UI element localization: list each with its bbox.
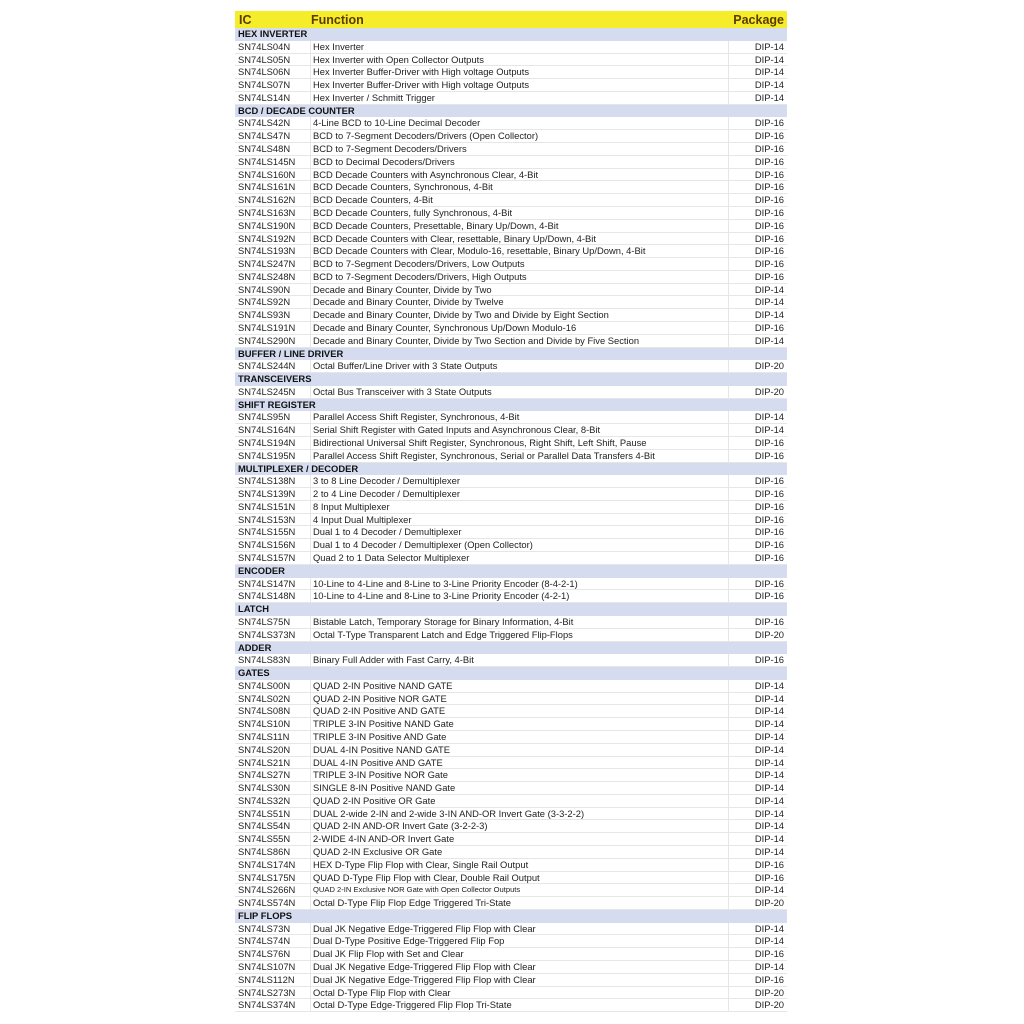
ic-package: DIP-14 bbox=[754, 411, 784, 423]
ic-package: DIP-14 bbox=[754, 91, 784, 103]
ic-function: BCD to 7-Segment Decoders/Drivers bbox=[311, 143, 729, 155]
table-row bbox=[235, 923, 787, 936]
ic-function: BCD Decade Counters with Clear, resettable, Binary Up/Down, 4-Bit bbox=[311, 233, 729, 245]
table-row bbox=[235, 552, 787, 565]
ic-part-number: SN74LS74N bbox=[235, 935, 311, 947]
table-row bbox=[235, 169, 787, 182]
ic-function: TRIPLE 3-IN Positive NAND Gate bbox=[311, 718, 729, 730]
ic-function: BCD to 7-Segment Decoders/Drivers (Open Collector) bbox=[311, 130, 729, 142]
ic-package: DIP-16 bbox=[754, 973, 784, 985]
ic-function: Dual JK Flip Flop with Set and Clear bbox=[311, 948, 729, 960]
ic-function: 2-WIDE 4-IN AND-OR Invert Gate bbox=[311, 833, 729, 845]
ic-function: BCD Decade Counters, Presettable, Binary Up/Down, 4-Bit bbox=[311, 220, 729, 232]
ic-part-number: SN74LS266N bbox=[235, 884, 311, 896]
ic-package: DIP-16 bbox=[754, 513, 784, 525]
ic-function: 2 to 4 Line Decoder / Demultiplexer bbox=[311, 488, 729, 500]
ic-part-number: SN74LS00N bbox=[235, 680, 311, 692]
ic-function: Hex Inverter Buffer-Driver with High voltage Outputs bbox=[311, 79, 729, 91]
ic-function: DUAL 4-IN Positive AND GATE bbox=[311, 757, 729, 769]
table-row bbox=[235, 322, 787, 335]
header-ic: IC bbox=[239, 12, 252, 27]
section-heading: ADDER bbox=[235, 642, 787, 655]
ic-function: Decade and Binary Counter, Divide by Twelve bbox=[311, 296, 729, 308]
ic-package: DIP-14 bbox=[754, 769, 784, 781]
ic-function: Dual JK Negative Edge-Triggered Flip Flop with Clear bbox=[311, 961, 729, 973]
ic-part-number: SN74LS160N bbox=[235, 169, 311, 181]
table-row bbox=[235, 514, 787, 527]
table-row bbox=[235, 693, 787, 706]
ic-package: DIP-14 bbox=[754, 922, 784, 934]
ic-part-number: SN74LS244N bbox=[235, 360, 311, 372]
ic-part-number: SN74LS193N bbox=[235, 245, 311, 257]
table-row bbox=[235, 808, 787, 821]
ic-part-number: SN74LS192N bbox=[235, 233, 311, 245]
ic-part-number: SN74LS374N bbox=[235, 999, 311, 1011]
table-row bbox=[235, 437, 787, 450]
table-row bbox=[235, 66, 787, 79]
ic-function: Octal Buffer/Line Driver with 3 State Outputs bbox=[311, 360, 729, 372]
ic-function: Hex Inverter / Schmitt Trigger bbox=[311, 92, 729, 104]
table-row bbox=[235, 744, 787, 757]
ic-function: QUAD 2-IN Positive NOR GATE bbox=[311, 693, 729, 705]
ic-part-number: SN74LS151N bbox=[235, 501, 311, 513]
ic-function: TRIPLE 3-IN Positive NOR Gate bbox=[311, 769, 729, 781]
section-heading: FLIP FLOPS bbox=[235, 910, 787, 923]
ic-function: Dual 1 to 4 Decoder / Demultiplexer (Open Collector) bbox=[311, 539, 729, 551]
ic-part-number: SN74LS163N bbox=[235, 207, 311, 219]
ic-part-number: SN74LS156N bbox=[235, 539, 311, 551]
section-heading: LATCH bbox=[235, 603, 787, 616]
ic-part-number: SN74LS245N bbox=[235, 386, 311, 398]
ic-part-number: SN74LS574N bbox=[235, 897, 311, 909]
ic-function: Quad 2 to 1 Data Selector Multiplexer bbox=[311, 552, 729, 564]
ic-package: DIP-16 bbox=[754, 270, 784, 282]
ic-package: DIP-16 bbox=[754, 488, 784, 500]
ic-package: DIP-16 bbox=[754, 552, 784, 564]
ic-function: BCD Decade Counters with Clear, Modulo-16, resettable, Binary Up/Down, 4-Bit bbox=[311, 245, 729, 257]
table-row bbox=[235, 935, 787, 948]
ic-part-number: SN74LS147N bbox=[235, 578, 311, 590]
ic-function: BCD Decade Counters, fully Synchronous, 4-Bit bbox=[311, 207, 729, 219]
table-row bbox=[235, 629, 787, 642]
ic-part-number: SN74LS48N bbox=[235, 143, 311, 155]
ic-function: DUAL 2-wide 2-IN and 2-wide 3-IN AND-OR Invert Gate (3-3-2-2) bbox=[311, 808, 729, 820]
table-row bbox=[235, 846, 787, 859]
ic-package: DIP-14 bbox=[754, 782, 784, 794]
ic-function: Dual D-Type Positive Edge-Triggered Flip Fop bbox=[311, 935, 729, 947]
section-heading: HEX INVERTER bbox=[235, 28, 787, 41]
table-row bbox=[235, 194, 787, 207]
ic-part-number: SN74LS11N bbox=[235, 731, 311, 743]
ic-package: DIP-14 bbox=[754, 846, 784, 857]
ic-package: DIP-16 bbox=[754, 219, 784, 231]
table-row bbox=[235, 884, 787, 897]
ic-function: HEX D-Type Flip Flop with Clear, Single Rail Output bbox=[311, 859, 729, 871]
ic-part-number: SN74LS27N bbox=[235, 769, 311, 781]
header-package: Package bbox=[733, 12, 784, 27]
table-row bbox=[235, 718, 787, 731]
ic-package: DIP-14 bbox=[754, 283, 784, 295]
table-row bbox=[235, 92, 787, 105]
ic-package: DIP-14 bbox=[754, 692, 784, 704]
ic-package: DIP-14 bbox=[754, 807, 784, 819]
ic-package: DIP-20 bbox=[754, 628, 784, 640]
section-heading: SHIFT REGISTER bbox=[235, 399, 787, 412]
ic-function: Decade and Binary Counter, Divide by Two Section and Divide by Five Section bbox=[311, 335, 729, 347]
header-function: Function bbox=[311, 12, 364, 27]
ic-part-number: SN74LS161N bbox=[235, 181, 311, 193]
section-heading: GATES bbox=[235, 667, 787, 680]
ic-part-number: SN74LS148N bbox=[235, 590, 311, 602]
ic-part-number: SN74LS155N bbox=[235, 526, 311, 538]
ic-part-number: SN74LS75N bbox=[235, 616, 311, 628]
table-row bbox=[235, 117, 787, 130]
ic-package: DIP-14 bbox=[754, 743, 784, 755]
table-row bbox=[235, 578, 787, 591]
section-heading: TRANSCEIVERS bbox=[235, 373, 787, 386]
ic-part-number: SN74LS32N bbox=[235, 795, 311, 807]
ic-part-number: SN74LS273N bbox=[235, 987, 311, 999]
ic-part-number: SN74LS191N bbox=[235, 322, 311, 334]
ic-package: DIP-16 bbox=[754, 654, 784, 666]
ic-part-number: SN74LS247N bbox=[235, 258, 311, 270]
ic-part-number: SN74LS112N bbox=[235, 974, 311, 986]
table-row bbox=[235, 386, 787, 399]
table-row bbox=[235, 833, 787, 846]
table-row bbox=[235, 526, 787, 539]
table-row bbox=[235, 245, 787, 258]
table-row bbox=[235, 539, 787, 552]
ic-part-number: SN74LS174N bbox=[235, 859, 311, 871]
ic-package: DIP-14 bbox=[754, 833, 784, 845]
ic-function: Decade and Binary Counter, Divide by Two bbox=[311, 284, 729, 296]
ic-function: Parallel Access Shift Register, Synchronous, 4-Bit bbox=[311, 411, 729, 423]
section-heading: MULTIPLEXER / DECODER bbox=[235, 463, 787, 476]
ic-part-number: SN74LS290N bbox=[235, 335, 311, 347]
ic-function: Octal D-Type Flip Flop with Clear bbox=[311, 987, 729, 999]
ic-function: BCD Decade Counters, Synchronous, 4-Bit bbox=[311, 181, 729, 193]
table-row bbox=[235, 450, 787, 463]
ic-part-number: SN74LS47N bbox=[235, 130, 311, 142]
ic-part-number: SN74LS175N bbox=[235, 872, 311, 884]
table-row bbox=[235, 296, 787, 309]
ic-function: Binary Full Adder with Fast Carry, 4-Bit bbox=[311, 654, 729, 666]
ic-part-number: SN74LS30N bbox=[235, 782, 311, 794]
table-row bbox=[235, 233, 787, 246]
ic-function: Octal D-Type Edge-Triggered Flip Flop Tri-State bbox=[311, 999, 729, 1011]
ic-part-number: SN74LS86N bbox=[235, 846, 311, 858]
table-row bbox=[235, 590, 787, 603]
table-row bbox=[235, 207, 787, 220]
ic-function: QUAD 2-IN Exclusive OR Gate bbox=[311, 846, 729, 858]
ic-package: DIP-16 bbox=[754, 232, 784, 244]
ic-function: Octal T-Type Transparent Latch and Edge Triggered Flip-Flops bbox=[311, 629, 729, 641]
ic-function: Serial Shift Register with Gated Inputs and Asynchronous Clear, 8-Bit bbox=[311, 424, 729, 436]
table-row bbox=[235, 974, 787, 987]
ic-part-number: SN74LS373N bbox=[235, 629, 311, 641]
ic-function: 8 Input Multiplexer bbox=[311, 501, 729, 513]
ic-package: DIP-16 bbox=[754, 948, 784, 960]
ic-function: QUAD D-Type Flip Flop with Clear, Double Rail Output bbox=[311, 872, 729, 884]
section-heading: BCD / DECADE COUNTER bbox=[235, 105, 787, 118]
ic-function: Hex Inverter bbox=[311, 41, 729, 53]
ic-function: Decade and Binary Counter, Synchronous Up/Down Modulo-16 bbox=[311, 322, 729, 334]
table-row bbox=[235, 897, 787, 910]
ic-function: Bidirectional Universal Shift Register, Synchronous, Right Shift, Left Shift, Pause bbox=[311, 437, 729, 449]
ic-function: DUAL 4-IN Positive NAND GATE bbox=[311, 744, 729, 756]
ic-package: DIP-16 bbox=[754, 449, 784, 461]
ic-function: 4-Line BCD to 10-Line Decimal Decoder bbox=[311, 117, 729, 129]
table-row bbox=[235, 501, 787, 514]
table-row bbox=[235, 335, 787, 348]
ic-part-number: SN74LS08N bbox=[235, 705, 311, 717]
ic-function: BCD to 7-Segment Decoders/Drivers, High Outputs bbox=[311, 271, 729, 283]
ic-function: SINGLE 8-IN Positive NAND Gate bbox=[311, 782, 729, 794]
table-row bbox=[235, 999, 787, 1012]
ic-package: DIP-16 bbox=[754, 615, 784, 627]
ic-part-number: SN74LS20N bbox=[235, 744, 311, 756]
ic-package: DIP-16 bbox=[754, 130, 784, 142]
ic-part-number: SN74LS90N bbox=[235, 284, 311, 296]
table-row bbox=[235, 411, 787, 424]
table-row bbox=[235, 961, 787, 974]
table-row bbox=[235, 220, 787, 233]
ic-package: DIP-14 bbox=[754, 424, 784, 436]
table-row bbox=[235, 987, 787, 1000]
ic-function: Dual JK Negative Edge-Triggered Flip Flop with Clear bbox=[311, 974, 729, 986]
table-row bbox=[235, 859, 787, 872]
ic-part-number: SN74LS95N bbox=[235, 411, 311, 423]
ic-function: Dual JK Negative Edge-Triggered Flip Flop with Clear bbox=[311, 923, 729, 935]
ic-package: DIP-14 bbox=[754, 935, 784, 947]
ic-part-number: SN74LS162N bbox=[235, 194, 311, 206]
ic-package: DIP-14 bbox=[754, 309, 784, 321]
ic-package: DIP-16 bbox=[754, 539, 784, 551]
ic-part-number: SN74LS190N bbox=[235, 220, 311, 232]
ic-function: Parallel Access Shift Register, Synchronous, Serial or Parallel Data Transfers 4-Bit bbox=[311, 450, 729, 462]
table-row bbox=[235, 156, 787, 169]
ic-part-number: SN74LS145N bbox=[235, 156, 311, 168]
table-row bbox=[235, 616, 787, 629]
table-row bbox=[235, 360, 787, 373]
ic-package: DIP-14 bbox=[754, 296, 784, 308]
table-row bbox=[235, 54, 787, 67]
ic-function: TRIPLE 3-IN Positive AND Gate bbox=[311, 731, 729, 743]
ic-package: DIP-16 bbox=[754, 245, 784, 257]
ic-part-number: SN74LS195N bbox=[235, 450, 311, 462]
ic-package: DIP-14 bbox=[754, 53, 784, 65]
ic-function: BCD Decade Counters, 4-Bit bbox=[311, 194, 729, 206]
ic-package: DIP-16 bbox=[754, 194, 784, 206]
ic-package: DIP-14 bbox=[754, 718, 784, 730]
ic-package: DIP-14 bbox=[754, 730, 784, 742]
ic-package: DIP-16 bbox=[754, 858, 784, 870]
ic-part-number: SN74LS76N bbox=[235, 948, 311, 960]
ic-package: DIP-14 bbox=[754, 679, 784, 691]
ic-part-number: SN74LS55N bbox=[235, 833, 311, 845]
ic-part-number: SN74LS73N bbox=[235, 923, 311, 935]
table-row bbox=[235, 475, 787, 488]
table-body bbox=[235, 28, 787, 1012]
ic-part-number: SN74LS54N bbox=[235, 820, 311, 832]
table-row bbox=[235, 782, 787, 795]
ic-table bbox=[235, 11, 787, 1012]
table-row bbox=[235, 258, 787, 271]
ic-part-number: SN74LS194N bbox=[235, 437, 311, 449]
ic-package: DIP-16 bbox=[754, 500, 784, 512]
ic-package: DIP-16 bbox=[754, 577, 784, 589]
ic-part-number: SN74LS83N bbox=[235, 654, 311, 666]
ic-part-number: SN74LS05N bbox=[235, 54, 311, 66]
table-row bbox=[235, 41, 787, 54]
ic-package: DIP-16 bbox=[754, 475, 784, 487]
table-row bbox=[235, 872, 787, 885]
ic-function: 10-Line to 4-Line and 8-Line to 3-Line Priority Encoder (4-2-1) bbox=[311, 590, 729, 602]
ic-part-number: SN74LS07N bbox=[235, 79, 311, 91]
ic-package: DIP-14 bbox=[754, 961, 784, 973]
ic-function: BCD to Decimal Decoders/Drivers bbox=[311, 156, 729, 168]
ic-package: DIP-14 bbox=[754, 794, 784, 806]
ic-function: QUAD 2-IN Exclusive NOR Gate with Open Collector Outputs bbox=[311, 884, 729, 896]
ic-part-number: SN74LS51N bbox=[235, 808, 311, 820]
ic-function: BCD Decade Counters with Asynchronous Clear, 4-Bit bbox=[311, 169, 729, 181]
ic-package: DIP-14 bbox=[754, 79, 784, 91]
ic-part-number: SN74LS138N bbox=[235, 475, 311, 487]
ic-part-number: SN74LS21N bbox=[235, 757, 311, 769]
ic-package: DIP-14 bbox=[754, 705, 784, 717]
section-heading: BUFFER / LINE DRIVER bbox=[235, 348, 787, 361]
ic-part-number: SN74LS02N bbox=[235, 693, 311, 705]
ic-function: QUAD 2-IN Positive NAND GATE bbox=[311, 680, 729, 692]
ic-package: DIP-16 bbox=[754, 590, 784, 602]
ic-package: DIP-14 bbox=[754, 820, 784, 832]
table-row bbox=[235, 731, 787, 744]
table-row bbox=[235, 130, 787, 143]
ic-function: 4 Input Dual Multiplexer bbox=[311, 514, 729, 526]
ic-function: Octal D-Type Flip Flop Edge Triggered Tri-State bbox=[311, 897, 729, 909]
ic-function: QUAD 2-IN Positive OR Gate bbox=[311, 795, 729, 807]
ic-package: DIP-16 bbox=[754, 871, 784, 883]
ic-function: Bistable Latch, Temporary Storage for Binary Information, 4-Bit bbox=[311, 616, 729, 628]
table-row bbox=[235, 143, 787, 156]
ic-part-number: SN74LS10N bbox=[235, 718, 311, 730]
ic-part-number: SN74LS92N bbox=[235, 296, 311, 308]
ic-package: DIP-16 bbox=[754, 321, 784, 333]
ic-part-number: SN74LS164N bbox=[235, 424, 311, 436]
ic-function: Decade and Binary Counter, Divide by Two and Divide by Eight Section bbox=[311, 309, 729, 321]
ic-package: DIP-16 bbox=[754, 206, 784, 218]
table-row bbox=[235, 757, 787, 770]
ic-package: DIP-16 bbox=[754, 258, 784, 270]
table-row bbox=[235, 271, 787, 284]
ic-package: DIP-16 bbox=[754, 437, 784, 448]
table-row bbox=[235, 680, 787, 693]
ic-function: 10-Line to 4-Line and 8-Line to 3-Line Priority Encoder (8-4-2-1) bbox=[311, 578, 729, 590]
ic-function: Octal Bus Transceiver with 3 State Outputs bbox=[311, 386, 729, 398]
table-row bbox=[235, 705, 787, 718]
ic-package: DIP-14 bbox=[754, 334, 784, 346]
ic-package: DIP-14 bbox=[754, 756, 784, 768]
ic-part-number: SN74LS04N bbox=[235, 41, 311, 53]
ic-part-number: SN74LS42N bbox=[235, 117, 311, 129]
ic-package: DIP-16 bbox=[754, 155, 784, 167]
ic-function: Hex Inverter Buffer-Driver with High voltage Outputs bbox=[311, 66, 729, 78]
table-row bbox=[235, 820, 787, 833]
table-row bbox=[235, 424, 787, 437]
ic-part-number: SN74LS139N bbox=[235, 488, 311, 500]
table-row bbox=[235, 284, 787, 297]
ic-function: Dual 1 to 4 Decoder / Demultiplexer bbox=[311, 526, 729, 538]
ic-package: DIP-20 bbox=[754, 986, 784, 998]
ic-package: DIP-16 bbox=[754, 143, 784, 155]
table-row bbox=[235, 309, 787, 322]
ic-package: DIP-16 bbox=[754, 181, 784, 193]
ic-function: 3 to 8 Line Decoder / Demultiplexer bbox=[311, 475, 729, 487]
ic-part-number: SN74LS153N bbox=[235, 514, 311, 526]
ic-part-number: SN74LS93N bbox=[235, 309, 311, 321]
table-row bbox=[235, 769, 787, 782]
table-row bbox=[235, 79, 787, 92]
ic-package: DIP-20 bbox=[754, 360, 784, 372]
ic-package: DIP-16 bbox=[754, 117, 784, 129]
table-row bbox=[235, 654, 787, 667]
ic-part-number: SN74LS248N bbox=[235, 271, 311, 283]
ic-function: Hex Inverter with Open Collector Outputs bbox=[311, 54, 729, 66]
ic-package: DIP-20 bbox=[754, 897, 784, 909]
ic-part-number: SN74LS157N bbox=[235, 552, 311, 564]
ic-function: QUAD 2-IN Positive AND GATE bbox=[311, 705, 729, 717]
table-row bbox=[235, 181, 787, 194]
ic-package: DIP-20 bbox=[754, 999, 784, 1011]
ic-part-number: SN74LS06N bbox=[235, 66, 311, 78]
ic-function: BCD to 7-Segment Decoders/Drivers, Low Outputs bbox=[311, 258, 729, 270]
table-row bbox=[235, 488, 787, 501]
ic-function: QUAD 2-IN AND-OR Invert Gate (3-2-2-3) bbox=[311, 820, 729, 832]
ic-part-number: SN74LS14N bbox=[235, 92, 311, 104]
ic-package: DIP-20 bbox=[754, 385, 784, 397]
table-header bbox=[235, 11, 787, 28]
ic-package: DIP-16 bbox=[754, 526, 784, 538]
ic-package: DIP-14 bbox=[754, 884, 784, 896]
ic-part-number: SN74LS107N bbox=[235, 961, 311, 973]
table-row bbox=[235, 948, 787, 961]
ic-package: DIP-16 bbox=[754, 168, 784, 180]
table-row bbox=[235, 795, 787, 808]
section-heading: ENCODER bbox=[235, 565, 787, 578]
ic-package: DIP-14 bbox=[754, 40, 784, 52]
ic-package: DIP-14 bbox=[754, 66, 784, 78]
